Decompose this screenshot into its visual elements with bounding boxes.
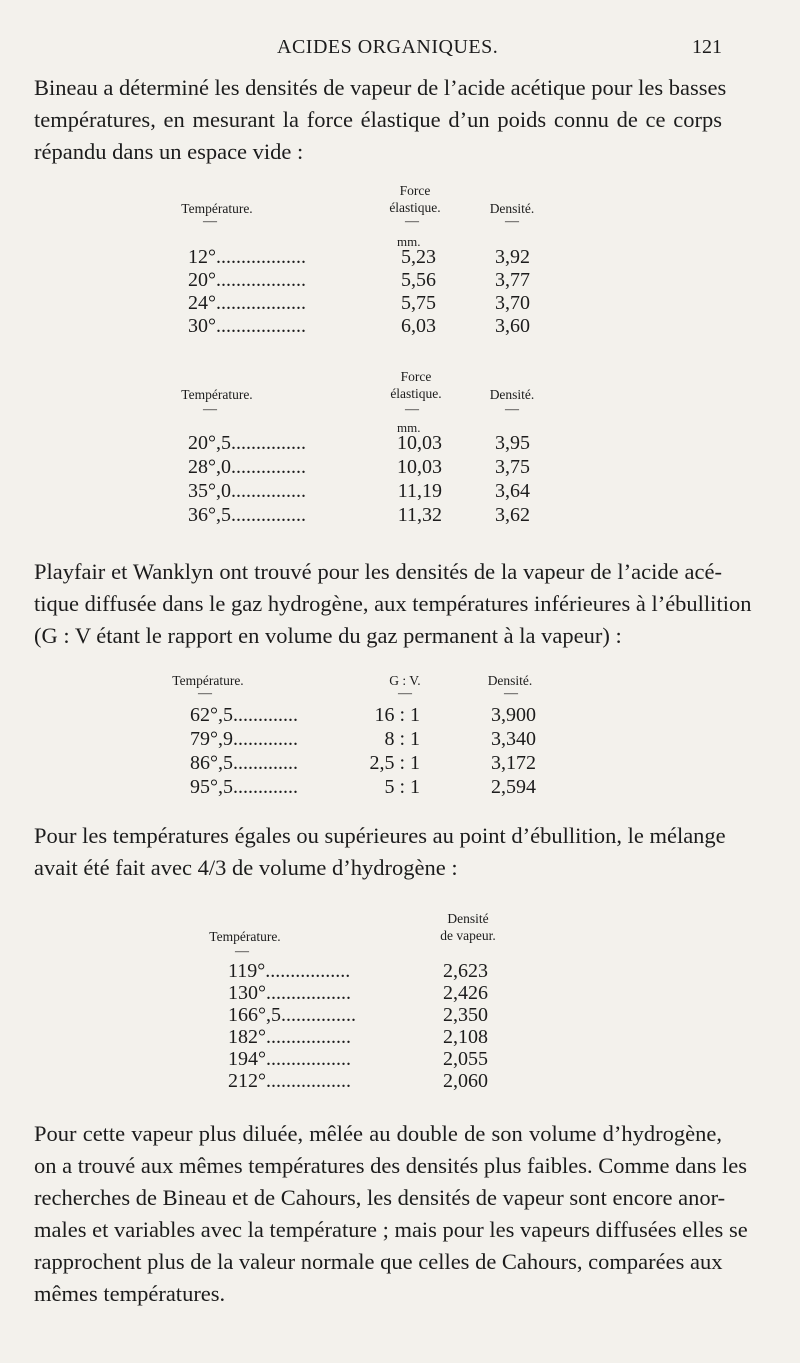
temperature-cell: 20°,5...............: [188, 432, 306, 454]
column-header-force-elastique: Force élastique.: [390, 369, 442, 401]
temperature-cell: 130°.................: [228, 982, 351, 1004]
temperature-cell: 28°,0...............: [188, 456, 306, 478]
density-cell: 3,62: [495, 504, 530, 526]
column-header-temperature: Température.: [209, 929, 281, 944]
temperature-cell: 36°,5...............: [188, 504, 306, 526]
header-dash: —: [505, 214, 519, 229]
column-header-densite: Densité.: [489, 201, 535, 216]
column-header-force-elastique: Force élastique.: [389, 183, 441, 215]
running-header: [0, 36, 800, 64]
column-header-densite: Densité.: [489, 387, 535, 402]
text-line: rapprochent plus de la valeur normale que celles de Cahours, comparées aux: [34, 1249, 723, 1274]
header-dash: —: [405, 214, 419, 229]
text-line: tique diffusée dans le gaz hydrogène, aux températures inférieures à l’ébullition: [34, 591, 752, 616]
density-cell: 3,900: [491, 704, 536, 726]
paragraph-vapeur-diluee: [34, 1118, 748, 1310]
density-cell: 2,426: [443, 982, 488, 1004]
force-cell: 5,56: [401, 269, 436, 291]
table-force-elastique-1: [0, 178, 800, 338]
force-cell: 5,23: [401, 246, 436, 268]
force-cell: 11,19: [397, 480, 442, 502]
temperature-cell: 212°.................: [228, 1070, 351, 1092]
column-header-gv: G : V.: [389, 673, 421, 688]
table-force-elastique-2: [0, 364, 800, 534]
column-header-densite-vapeur: Densité de vapeur.: [440, 911, 496, 943]
ratio-cell: 16 : 1: [374, 704, 420, 726]
header-dash: —: [203, 402, 217, 417]
density-cell: 3,172: [491, 752, 536, 774]
density-cell: 2,594: [491, 776, 536, 798]
text-line: Pour cette vapeur plus diluée, mêlée au double de son volume d’hydrogène,: [34, 1121, 722, 1146]
temperature-cell: 194°.................: [228, 1048, 351, 1070]
density-cell: 2,060: [443, 1070, 488, 1092]
density-cell: 3,340: [491, 728, 536, 750]
column-header-temperature: Température.: [181, 201, 253, 216]
temperature-cell: 86°,5.............: [190, 752, 298, 774]
temperature-cell: 20°..................: [188, 269, 306, 291]
force-cell: 5,75: [401, 292, 436, 314]
header-dash: —: [198, 686, 212, 701]
temperature-cell: 12°..................: [188, 246, 306, 268]
paragraph-bineau: [34, 72, 727, 168]
header-dash: —: [235, 944, 249, 959]
text-line: avait été fait avec 4/3 de volume d’hydrogène :: [34, 855, 458, 880]
density-cell: 3,92: [495, 246, 530, 268]
text-line: (G : V étant le rapport en volume du gaz permanent à la vapeur) :: [34, 623, 622, 648]
temperature-cell: 182°.................: [228, 1026, 351, 1048]
density-cell: 3,64: [495, 480, 530, 502]
temperature-cell: 166°,5...............: [228, 1004, 356, 1026]
column-header-temperature: Température.: [172, 673, 244, 688]
temperature-cell: 30°..................: [188, 315, 306, 337]
page-number: 121: [692, 36, 722, 58]
density-cell: 2,623: [443, 960, 488, 982]
temperature-cell: 79°,9.............: [190, 728, 298, 750]
header-dash: —: [203, 214, 217, 229]
text-line: on a trouvé aux mêmes températures des densités plus faibles. Comme dans les: [34, 1153, 747, 1178]
text-line: Playfair et Wanklyn ont trouvé pour les densités de la vapeur de l’acide acé-: [34, 559, 722, 584]
text-line: Pour les températures égales ou supérieures au point d’ébullition, le mélange: [34, 823, 726, 848]
density-cell: 3,75: [495, 456, 530, 478]
force-cell: 6,03: [401, 315, 436, 337]
temperature-cell: 119°.................: [228, 960, 351, 982]
text-line: Bineau a déterminé les densités de vapeur de l’acide acétique pour les basses: [34, 75, 727, 100]
force-cell: 11,32: [397, 504, 442, 526]
unit-label: mm.: [397, 420, 421, 435]
table-gaz-volume: [0, 668, 800, 798]
density-cell: 2,350: [443, 1004, 488, 1026]
density-cell: 3,60: [495, 315, 530, 337]
column-header-densite: Densité.: [487, 673, 533, 688]
header-dash: —: [504, 686, 518, 701]
paragraph-temperatures-egales: [34, 820, 726, 884]
temperature-cell: 62°,5.............: [190, 704, 298, 726]
table-densite-vapeur: [0, 906, 800, 1096]
ratio-cell: 5 : 1: [384, 776, 420, 798]
paragraph-playfair-wanklyn: [34, 556, 752, 652]
force-cell: 10,03: [397, 456, 442, 478]
density-cell: 2,108: [443, 1026, 488, 1048]
temperature-cell: 35°,0...............: [188, 480, 306, 502]
text-line: températures, en mesurant la force élastique d’un poids connu de ce corps: [34, 107, 722, 132]
text-line: répandu dans un espace vide :: [34, 139, 304, 164]
text-line: mêmes températures.: [34, 1281, 226, 1306]
header-dash: —: [405, 402, 419, 417]
density-cell: 2,055: [443, 1048, 488, 1070]
ratio-cell: 8 : 1: [384, 728, 420, 750]
density-cell: 3,77: [495, 269, 530, 291]
column-header-temperature: Température.: [181, 387, 253, 402]
running-title: ACIDES ORGANIQUES.: [277, 36, 499, 58]
unit-label: mm.: [397, 234, 421, 249]
density-cell: 3,70: [495, 292, 530, 314]
force-cell: 10,03: [397, 432, 442, 454]
temperature-cell: 95°,5.............: [190, 776, 298, 798]
text-line: males et variables avec la température ; mais pour les vapeurs diffusées elles se: [34, 1217, 748, 1242]
ratio-cell: 2,5 : 1: [369, 752, 420, 774]
header-dash: —: [505, 402, 519, 417]
header-dash: —: [398, 686, 412, 701]
text-line: recherches de Bineau et de Cahours, les densités de vapeur sont encore anor-: [34, 1185, 726, 1210]
density-cell: 3,95: [495, 432, 530, 454]
temperature-cell: 24°..................: [188, 292, 306, 314]
